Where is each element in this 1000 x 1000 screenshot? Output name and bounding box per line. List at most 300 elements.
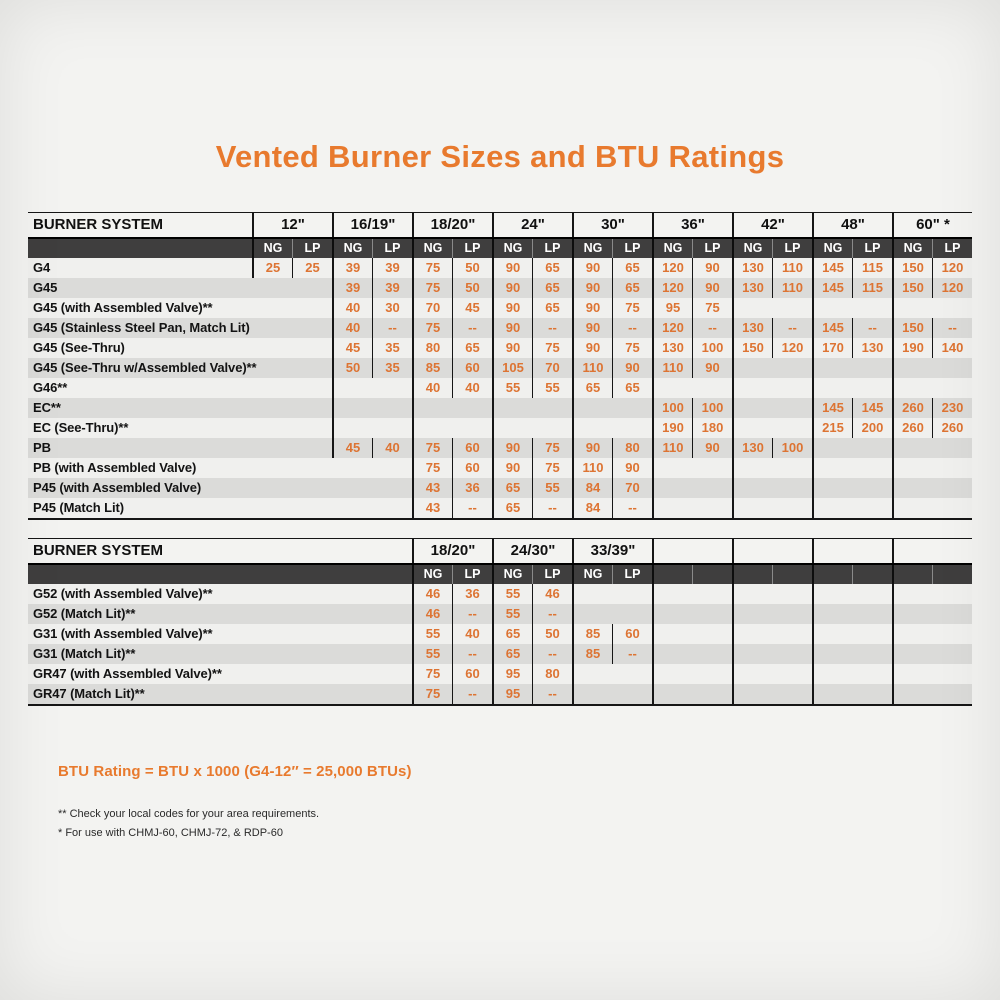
btu-value-cell — [572, 664, 612, 684]
btu-value-cell — [652, 498, 692, 518]
btu-value-cell — [652, 584, 692, 604]
btu-value-cell — [772, 498, 812, 518]
btu-value-cell — [812, 438, 852, 458]
btu-value-cell: 65 — [612, 378, 652, 398]
btu-value-cell: 70 — [532, 358, 572, 378]
btu-value-cell — [612, 398, 652, 418]
btu-value-cell: 46 — [412, 604, 452, 624]
btu-value-cell: 110 — [572, 458, 612, 478]
btu-value-cell: 39 — [372, 278, 412, 298]
btu-value-cell — [692, 644, 732, 664]
btu-value-cell: 90 — [612, 458, 652, 478]
btu-value-cell — [852, 684, 892, 704]
size-header-cell — [732, 539, 812, 563]
btu-value-cell: -- — [372, 318, 412, 338]
gas-type-lp-label: LP — [932, 239, 972, 258]
table-row — [28, 278, 972, 298]
btu-value-cell: 90 — [492, 338, 532, 358]
btu-value-cell — [852, 604, 892, 624]
footnotes — [58, 805, 972, 843]
btu-value-cell: 65 — [532, 298, 572, 318]
btu-value-cell — [292, 298, 332, 318]
table-row — [28, 398, 972, 418]
burner-table — [28, 212, 972, 520]
btu-value-cell — [292, 278, 332, 298]
btu-value-cell: 215 — [812, 418, 852, 438]
btu-value-cell: 75 — [532, 438, 572, 458]
btu-value-cell — [252, 278, 292, 298]
footnote-compatible-models: * For use with CHMJ-60, CHMJ-72, & RDP-60 — [58, 827, 283, 839]
btu-rating-formula: BTU Rating = BTU x 1000 (G4-12″ = 25,000 BTUs) — [58, 763, 412, 780]
btu-value-cell: 55 — [412, 624, 452, 644]
btu-value-cell — [372, 398, 412, 418]
table-row — [28, 664, 972, 684]
btu-value-cell — [692, 378, 732, 398]
gas-type-header-spacer — [28, 239, 252, 258]
btu-value-cell — [652, 664, 692, 684]
btu-value-cell: 150 — [892, 318, 932, 338]
btu-value-cell: 50 — [332, 358, 372, 378]
btu-value-cell: -- — [532, 604, 572, 624]
btu-value-cell — [292, 338, 332, 358]
btu-value-cell — [892, 458, 932, 478]
gas-type-lp-label — [692, 565, 732, 584]
btu-value-cell: 170 — [812, 338, 852, 358]
btu-value-cell — [692, 684, 732, 704]
btu-value-cell — [612, 418, 652, 438]
btu-value-cell — [252, 418, 292, 438]
table-row — [28, 498, 972, 518]
btu-value-cell — [892, 358, 932, 378]
btu-value-cell: -- — [692, 318, 732, 338]
gas-type-lp-label — [932, 565, 972, 584]
btu-value-cell — [692, 478, 732, 498]
btu-value-cell: 60 — [612, 624, 652, 644]
btu-value-cell: 110 — [772, 258, 812, 278]
btu-value-cell: 65 — [532, 278, 572, 298]
gas-type-lp-label: LP — [532, 239, 572, 258]
btu-value-cell — [572, 398, 612, 418]
btu-value-cell — [292, 438, 332, 458]
btu-value-cell: 115 — [852, 258, 892, 278]
size-header-cell: 24/30" — [492, 539, 572, 563]
btu-value-cell — [252, 378, 292, 398]
btu-value-cell — [292, 478, 332, 498]
btu-value-cell: 120 — [652, 258, 692, 278]
btu-value-cell: 115 — [852, 278, 892, 298]
btu-value-cell: 120 — [932, 258, 972, 278]
btu-value-cell — [372, 378, 412, 398]
btu-value-cell — [612, 684, 652, 704]
btu-value-cell: 70 — [612, 478, 652, 498]
btu-value-cell: 75 — [532, 338, 572, 358]
burner-name-cell: G45 (with Assembled Valve)** — [33, 300, 213, 315]
btu-value-cell: 43 — [412, 498, 452, 518]
btu-value-cell: 190 — [652, 418, 692, 438]
btu-value-cell: 90 — [492, 438, 532, 458]
btu-value-cell: 130 — [732, 258, 772, 278]
btu-value-cell — [292, 398, 332, 418]
btu-value-cell — [652, 644, 692, 664]
gas-type-header-row — [28, 563, 972, 584]
burner-name-cell: P45 (with Assembled Valve) — [33, 480, 202, 495]
gas-type-ng-label: NG — [572, 565, 612, 584]
btu-value-cell: 90 — [492, 458, 532, 478]
btu-value-cell: 39 — [332, 258, 372, 278]
btu-value-cell — [932, 604, 972, 624]
btu-value-cell — [732, 644, 772, 664]
btu-value-cell: 45 — [332, 438, 372, 458]
btu-value-cell — [772, 478, 812, 498]
gas-type-lp-label: LP — [292, 239, 332, 258]
btu-value-cell — [852, 358, 892, 378]
burner-system-header: BURNER SYSTEM — [33, 542, 164, 559]
gas-type-ng-label: NG — [892, 239, 932, 258]
btu-value-cell — [852, 644, 892, 664]
btu-value-cell — [732, 418, 772, 438]
btu-value-cell — [932, 498, 972, 518]
btu-value-cell — [852, 458, 892, 478]
gas-type-lp-label: LP — [772, 239, 812, 258]
btu-value-cell — [932, 624, 972, 644]
btu-value-cell — [732, 684, 772, 704]
table-row — [28, 438, 972, 458]
btu-value-cell: 230 — [932, 398, 972, 418]
btu-value-cell: 260 — [932, 418, 972, 438]
btu-value-cell: -- — [452, 644, 492, 664]
gas-type-ng-label: NG — [652, 239, 692, 258]
btu-value-cell: 40 — [452, 378, 492, 398]
btu-value-cell — [772, 664, 812, 684]
btu-value-cell — [812, 298, 852, 318]
btu-value-cell — [852, 438, 892, 458]
btu-value-cell: 84 — [572, 478, 612, 498]
table-row — [28, 418, 972, 438]
btu-value-cell: 75 — [532, 458, 572, 478]
table-row — [28, 298, 972, 318]
burner-tables-container — [28, 212, 972, 706]
btu-value-cell: -- — [452, 498, 492, 518]
btu-value-cell — [892, 378, 932, 398]
btu-value-cell: 75 — [412, 258, 452, 278]
gas-type-lp-label: LP — [532, 565, 572, 584]
btu-value-cell: 65 — [452, 338, 492, 358]
btu-value-cell — [292, 418, 332, 438]
btu-value-cell — [252, 498, 292, 518]
gas-type-ng-label — [812, 565, 852, 584]
btu-value-cell: 55 — [532, 378, 572, 398]
btu-value-cell: 80 — [612, 438, 652, 458]
btu-value-cell: 50 — [532, 624, 572, 644]
btu-value-cell — [932, 644, 972, 664]
btu-value-cell: 90 — [492, 298, 532, 318]
size-header-cell: 24" — [492, 213, 572, 237]
btu-value-cell: -- — [612, 644, 652, 664]
btu-value-cell — [772, 584, 812, 604]
table-row — [28, 338, 972, 358]
burner-name-cell: EC (See-Thru)** — [33, 420, 129, 435]
btu-value-cell — [812, 644, 852, 664]
btu-value-cell — [932, 684, 972, 704]
btu-value-cell: 65 — [492, 498, 532, 518]
btu-value-cell: 90 — [492, 278, 532, 298]
table-row — [28, 458, 972, 478]
btu-value-cell — [892, 664, 932, 684]
btu-value-cell: 130 — [652, 338, 692, 358]
burner-name-cell: GR47 (with Assembled Valve)** — [33, 666, 222, 681]
burner-name-cell: G45 (See-Thru) — [33, 340, 125, 355]
size-header-cell: 36" — [652, 213, 732, 237]
btu-value-cell: 130 — [732, 438, 772, 458]
size-header-cell — [892, 539, 972, 563]
size-header-cell — [812, 539, 892, 563]
btu-value-cell: 120 — [652, 278, 692, 298]
gas-type-ng-label: NG — [412, 565, 452, 584]
gas-type-ng-label: NG — [492, 239, 532, 258]
btu-value-cell — [332, 458, 372, 478]
btu-value-cell: 110 — [572, 358, 612, 378]
btu-value-cell — [772, 418, 812, 438]
size-header-cell — [652, 539, 732, 563]
btu-value-cell — [732, 358, 772, 378]
btu-value-cell: -- — [852, 318, 892, 338]
burner-name-cell: EC** — [33, 400, 61, 415]
btu-value-cell — [692, 498, 732, 518]
burner-name-cell: G52 (Match Lit)** — [33, 606, 136, 621]
btu-value-cell: -- — [452, 318, 492, 338]
btu-value-cell — [252, 458, 292, 478]
burner-name-cell: PB — [33, 440, 51, 455]
gas-type-lp-label: LP — [612, 565, 652, 584]
btu-value-cell — [652, 458, 692, 478]
btu-value-cell — [492, 418, 532, 438]
btu-value-cell: 65 — [532, 258, 572, 278]
btu-value-cell — [292, 458, 332, 478]
btu-value-cell: 25 — [252, 258, 292, 278]
btu-value-cell — [532, 418, 572, 438]
btu-value-cell — [492, 398, 532, 418]
btu-value-cell — [892, 498, 932, 518]
btu-value-cell: 40 — [332, 318, 372, 338]
table-row — [28, 604, 972, 624]
btu-value-cell — [812, 624, 852, 644]
btu-value-cell — [852, 498, 892, 518]
btu-value-cell: 75 — [692, 298, 732, 318]
btu-value-cell: 65 — [492, 624, 532, 644]
btu-value-cell — [652, 478, 692, 498]
btu-value-cell — [372, 498, 412, 518]
btu-value-cell: 36 — [452, 584, 492, 604]
btu-value-cell: 145 — [812, 278, 852, 298]
btu-value-cell: -- — [932, 318, 972, 338]
gas-type-lp-label: LP — [852, 239, 892, 258]
btu-value-cell — [252, 338, 292, 358]
btu-value-cell: 145 — [812, 318, 852, 338]
btu-value-cell — [772, 604, 812, 624]
btu-value-cell — [932, 584, 972, 604]
btu-value-cell: 90 — [492, 258, 532, 278]
btu-value-cell — [732, 624, 772, 644]
page-title: Vented Burner Sizes and BTU Ratings — [215, 139, 785, 174]
table-row — [28, 478, 972, 498]
btu-value-cell: 150 — [732, 338, 772, 358]
btu-value-cell: 60 — [452, 358, 492, 378]
btu-value-cell — [852, 584, 892, 604]
btu-value-cell — [332, 378, 372, 398]
btu-value-cell — [292, 358, 332, 378]
btu-value-cell: 90 — [572, 438, 612, 458]
btu-value-cell: 35 — [372, 338, 412, 358]
btu-value-cell — [772, 298, 812, 318]
btu-value-cell: 90 — [692, 438, 732, 458]
btu-value-cell — [732, 398, 772, 418]
btu-value-cell — [932, 664, 972, 684]
btu-value-cell: 90 — [572, 318, 612, 338]
btu-value-cell — [812, 458, 852, 478]
btu-value-cell — [772, 358, 812, 378]
gas-type-ng-label: NG — [492, 565, 532, 584]
btu-value-cell — [892, 684, 932, 704]
size-header-cell: 12" — [252, 213, 332, 237]
btu-value-cell: 50 — [452, 278, 492, 298]
btu-value-cell: -- — [452, 684, 492, 704]
btu-value-cell: 45 — [332, 338, 372, 358]
btu-value-cell: 80 — [532, 664, 572, 684]
btu-value-cell — [252, 318, 292, 338]
btu-value-cell — [932, 478, 972, 498]
btu-value-cell: 190 — [892, 338, 932, 358]
btu-value-cell: 90 — [692, 358, 732, 378]
burner-name-cell: G46** — [33, 380, 68, 395]
btu-value-cell — [852, 298, 892, 318]
burner-name-cell: G45 — [33, 280, 58, 295]
btu-value-cell: 100 — [692, 338, 732, 358]
btu-value-cell: 46 — [532, 584, 572, 604]
table-row — [28, 378, 972, 398]
btu-value-cell — [332, 398, 372, 418]
btu-value-cell: 55 — [412, 644, 452, 664]
btu-value-cell: 130 — [732, 318, 772, 338]
size-header-cell: 33/39" — [572, 539, 652, 563]
footnote-local-codes: ** Check your local codes for your area requirements. — [58, 808, 320, 820]
btu-value-cell: 90 — [572, 278, 612, 298]
table-row — [28, 584, 972, 604]
btu-value-cell: 90 — [572, 338, 612, 358]
btu-value-cell: 120 — [772, 338, 812, 358]
btu-value-cell: 46 — [412, 584, 452, 604]
gas-type-lp-label: LP — [692, 239, 732, 258]
btu-value-cell: 50 — [452, 258, 492, 278]
burner-name-cell: G4 — [33, 260, 51, 275]
btu-value-cell — [372, 418, 412, 438]
gas-type-ng-label: NG — [332, 239, 372, 258]
burner-system-header: BURNER SYSTEM — [33, 216, 164, 233]
btu-value-cell: 35 — [372, 358, 412, 378]
btu-value-cell — [732, 458, 772, 478]
gas-type-ng-label: NG — [732, 239, 772, 258]
btu-value-cell — [572, 604, 612, 624]
size-header-row — [28, 213, 972, 237]
btu-value-cell: 150 — [892, 278, 932, 298]
gas-type-ng-label — [732, 565, 772, 584]
btu-value-cell: 55 — [492, 584, 532, 604]
burner-name-cell: G45 (Stainless Steel Pan, Match Lit) — [33, 320, 250, 335]
btu-value-cell — [892, 438, 932, 458]
btu-value-cell: 75 — [412, 664, 452, 684]
btu-value-cell — [412, 418, 452, 438]
btu-value-cell: 145 — [812, 258, 852, 278]
btu-value-cell: 90 — [692, 278, 732, 298]
gas-type-header-row — [28, 237, 972, 258]
btu-value-cell — [852, 378, 892, 398]
btu-value-cell: -- — [612, 498, 652, 518]
btu-value-cell — [732, 378, 772, 398]
burner-name-cell: G31 (with Assembled Valve)** — [33, 626, 213, 641]
btu-value-cell: 130 — [732, 278, 772, 298]
size-header-row — [28, 539, 972, 563]
burner-name-cell: G31 (Match Lit)** — [33, 646, 136, 661]
btu-value-cell: 90 — [692, 258, 732, 278]
btu-value-cell: 110 — [772, 278, 812, 298]
btu-value-cell — [652, 624, 692, 644]
btu-value-cell: 40 — [412, 378, 452, 398]
btu-value-cell: 60 — [452, 458, 492, 478]
btu-value-cell: 180 — [692, 418, 732, 438]
btu-value-cell: 105 — [492, 358, 532, 378]
btu-value-cell — [812, 584, 852, 604]
btu-value-cell: 90 — [572, 298, 612, 318]
btu-value-cell — [252, 478, 292, 498]
btu-value-cell: 65 — [492, 478, 532, 498]
btu-value-cell — [292, 378, 332, 398]
btu-value-cell — [252, 298, 292, 318]
btu-value-cell: 75 — [412, 278, 452, 298]
btu-value-cell — [652, 684, 692, 704]
btu-value-cell: 75 — [412, 684, 452, 704]
btu-value-cell — [812, 498, 852, 518]
btu-value-cell: 75 — [412, 318, 452, 338]
btu-value-cell: -- — [772, 318, 812, 338]
btu-value-cell — [932, 438, 972, 458]
btu-value-cell: -- — [532, 644, 572, 664]
footer — [28, 763, 972, 843]
btu-value-cell — [612, 584, 652, 604]
btu-value-cell — [812, 378, 852, 398]
btu-value-cell: 39 — [332, 278, 372, 298]
btu-value-cell: -- — [532, 684, 572, 704]
btu-value-cell: 39 — [372, 258, 412, 278]
btu-value-cell: 75 — [412, 458, 452, 478]
btu-value-cell: 65 — [572, 378, 612, 398]
btu-value-cell — [292, 318, 332, 338]
btu-value-cell: 140 — [932, 338, 972, 358]
btu-value-cell: 95 — [652, 298, 692, 318]
btu-value-cell — [812, 664, 852, 684]
btu-value-cell — [372, 458, 412, 478]
btu-value-cell — [572, 684, 612, 704]
btu-value-cell — [412, 398, 452, 418]
btu-value-cell: 100 — [772, 438, 812, 458]
btu-value-cell — [772, 458, 812, 478]
burner-table — [28, 538, 972, 706]
btu-value-cell — [852, 478, 892, 498]
gas-type-ng-label — [892, 565, 932, 584]
btu-value-cell: 95 — [492, 664, 532, 684]
btu-value-cell: 85 — [572, 644, 612, 664]
btu-value-cell: 75 — [412, 438, 452, 458]
btu-value-cell: -- — [452, 604, 492, 624]
btu-value-cell: 65 — [612, 258, 652, 278]
